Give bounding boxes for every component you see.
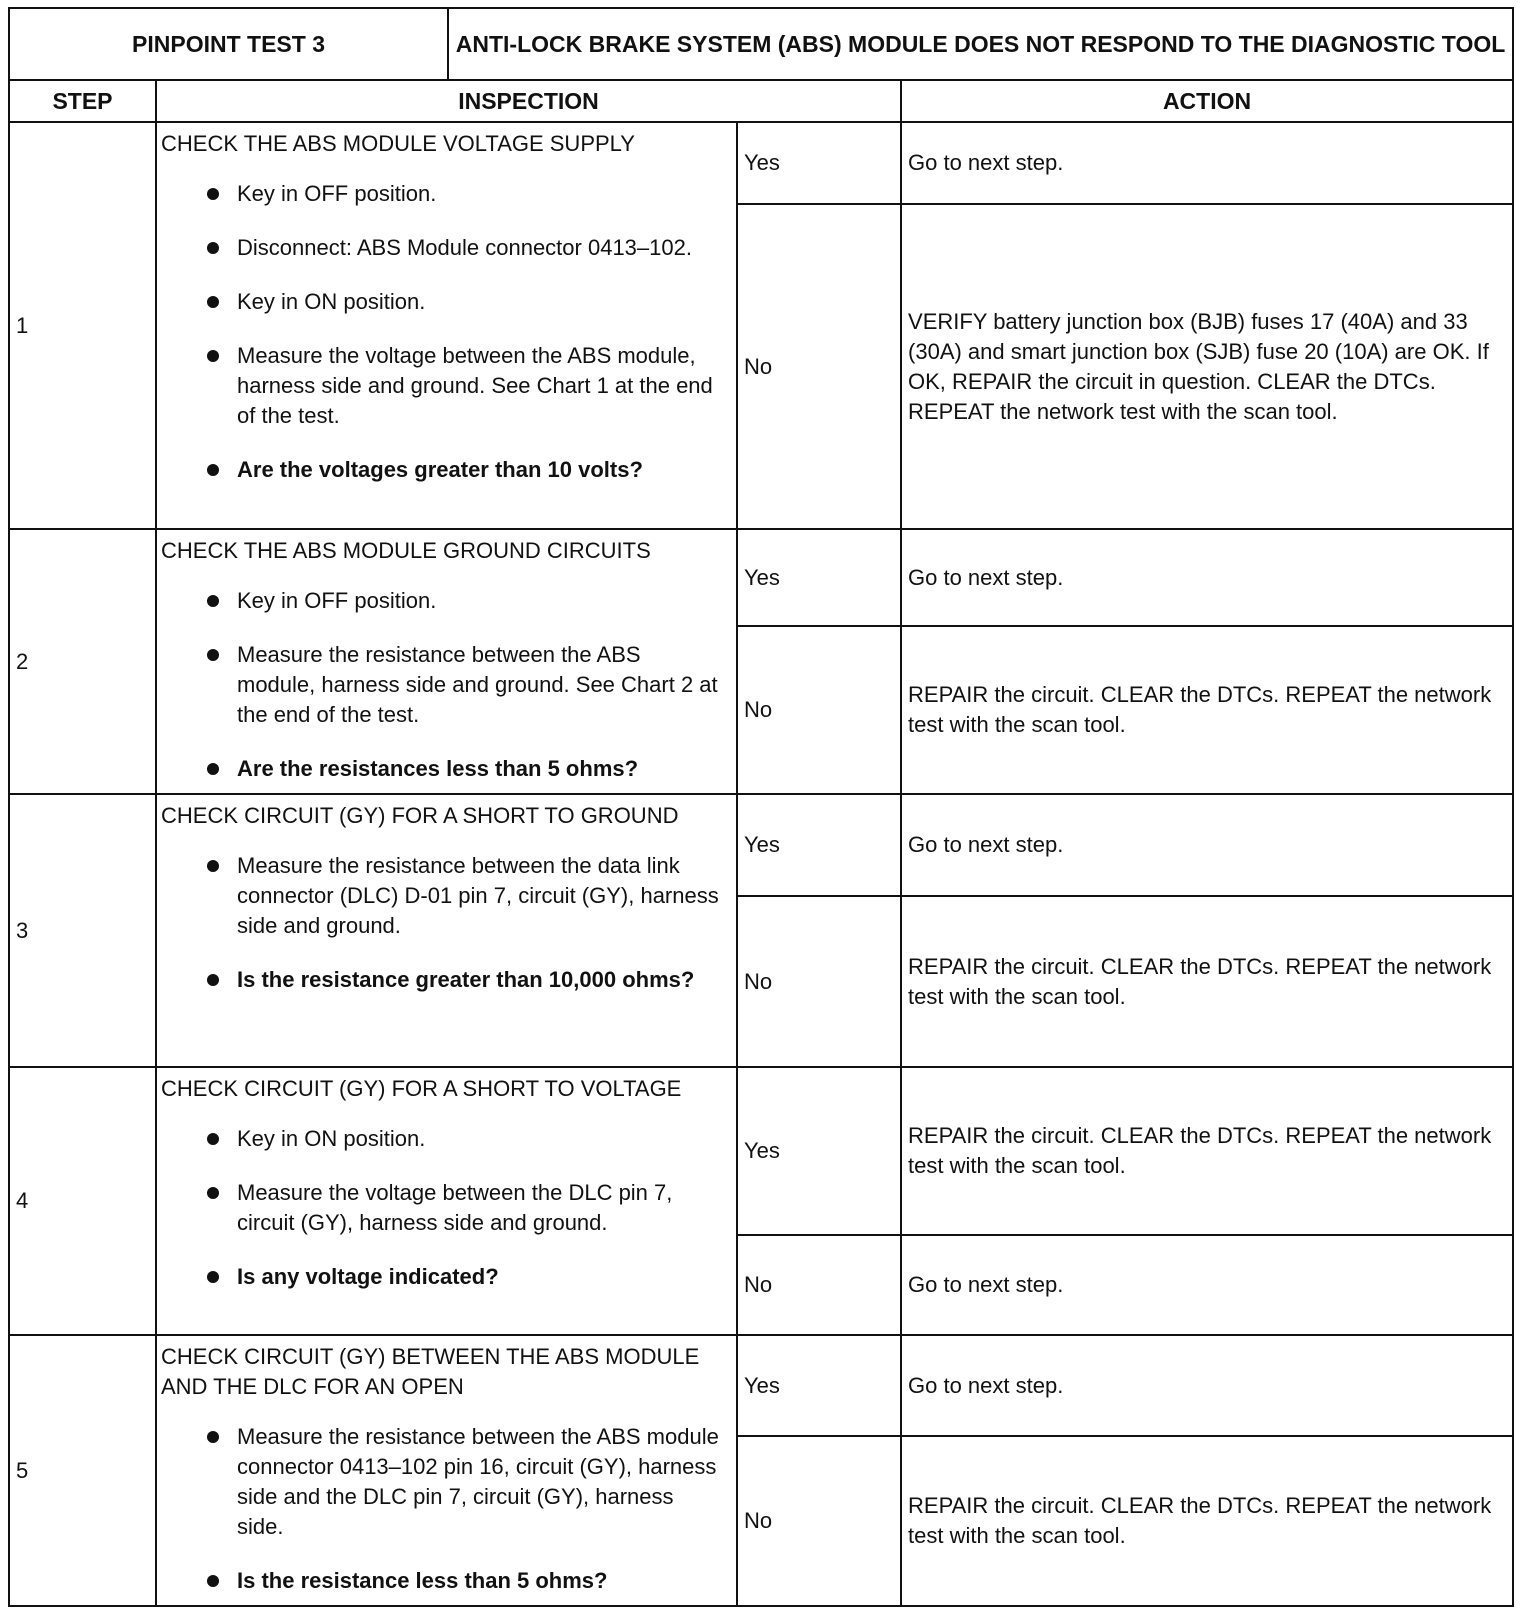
bullet-icon (207, 350, 219, 362)
step-1-yes-label: Yes (737, 122, 901, 204)
pinpoint-test-sheet (8, 7, 1512, 1607)
list-item: Key in ON position. (161, 1124, 722, 1154)
step-3-yes-row (9, 794, 1513, 896)
step-4-no-label: No (737, 1235, 901, 1335)
step-2-bullet-list (161, 586, 722, 784)
list-item: Key in ON position. (161, 287, 722, 317)
step-3-no-label: No (737, 896, 901, 1067)
step-2-yes-label: Yes (737, 529, 901, 626)
test-title: ANTI-LOCK BRAKE SYSTEM (ABS) MODULE DOES NOT RESPOND TO THE DIAGNOSTIC TOOL (448, 8, 1513, 80)
step-2-heading: CHECK THE ABS MODULE GROUND CIRCUITS (161, 538, 651, 563)
step-5-yes-label: Yes (737, 1335, 901, 1436)
step-1-heading: CHECK THE ABS MODULE VOLTAGE SUPPLY (161, 131, 635, 156)
step-3-yes-label: Yes (737, 794, 901, 896)
list-item: Measure the voltage between the ABS module, harness side and ground. See Chart 1 at the end of the test. (161, 341, 722, 431)
test-label: PINPOINT TEST 3 (9, 8, 448, 80)
step-2-no-label: No (737, 626, 901, 794)
step-2-yes-action: Go to next step. (901, 529, 1513, 626)
step-4-yes-action: REPAIR the circuit. CLEAR the DTCs. REPEAT the network test with the scan tool. (901, 1067, 1513, 1235)
list-item: Measure the resistance between the ABS module connector 0413–102 pin 16, circuit (GY), harness side and the DLC pin 7, circuit (GY), harness side. (161, 1422, 722, 1542)
step-1-yes-row (9, 122, 1513, 204)
step-2-no-action: REPAIR the circuit. CLEAR the DTCs. REPEAT the network test with the scan tool. (901, 626, 1513, 794)
step-3-no-action: REPAIR the circuit. CLEAR the DTCs. REPEAT the network test with the scan tool. (901, 896, 1513, 1067)
step-5-heading: CHECK CIRCUIT (GY) BETWEEN THE ABS MODULE AND THE DLC FOR AN OPEN (161, 1344, 700, 1399)
step-1-number: 1 (9, 122, 156, 529)
step-4-yes-row (9, 1067, 1513, 1235)
step-5-no-label: No (737, 1436, 901, 1606)
bullet-icon (207, 296, 219, 308)
pinpoint-test-table (8, 7, 1514, 1607)
title-row (9, 8, 1513, 80)
bullet-icon (207, 464, 219, 476)
bullet-icon (207, 1187, 219, 1199)
step-5-bullet-list (161, 1422, 722, 1596)
step-1-bullet-list (161, 179, 722, 485)
step-3-yes-action: Go to next step. (901, 794, 1513, 896)
step-5-yes-action: Go to next step. (901, 1335, 1513, 1436)
list-item: Key in OFF position. (161, 586, 722, 616)
step-2-yes-row (9, 529, 1513, 626)
step-2-inspection (156, 529, 737, 794)
step-4-no-action: Go to next step. (901, 1235, 1513, 1335)
step-2-number: 2 (9, 529, 156, 794)
step-4-heading: CHECK CIRCUIT (GY) FOR A SHORT TO VOLTAGE (161, 1076, 682, 1101)
list-item: Measure the resistance between the ABS module, harness side and ground. See Chart 2 at the end of the test. (161, 640, 722, 730)
step-3-heading: CHECK CIRCUIT (GY) FOR A SHORT TO GROUND (161, 803, 679, 828)
step-4-question: Is any voltage indicated? (161, 1262, 722, 1292)
list-item: Measure the voltage between the DLC pin 7, circuit (GY), harness side and ground. (161, 1178, 722, 1238)
step-5-inspection (156, 1335, 737, 1606)
step-5-yes-row (9, 1335, 1513, 1436)
bullet-icon (207, 1271, 219, 1283)
bullet-icon (207, 860, 219, 872)
column-header-inspection: INSPECTION (156, 80, 901, 122)
list-item: Key in OFF position. (161, 179, 722, 209)
bullet-icon (207, 1575, 219, 1587)
bullet-icon (207, 595, 219, 607)
bullet-icon (207, 649, 219, 661)
step-1-no-label: No (737, 204, 901, 529)
step-1-no-action: VERIFY battery junction box (BJB) fuses 17 (40A) and 33 (30A) and smart junction box (SJB) fuse 20 (10A) are OK. If OK, REPAIR the circuit in question. CLEAR the DTCs. REPEAT the network test with the scan tool. (901, 204, 1513, 529)
step-1-yes-action: Go to next step. (901, 122, 1513, 204)
step-4-number: 4 (9, 1067, 156, 1335)
step-3-question: Is the resistance greater than 10,000 ohms? (161, 965, 722, 995)
column-header-row (9, 80, 1513, 122)
step-4-bullet-list (161, 1124, 722, 1292)
step-5-number: 5 (9, 1335, 156, 1606)
step-3-number: 3 (9, 794, 156, 1067)
bullet-icon (207, 763, 219, 775)
step-3-inspection (156, 794, 737, 1067)
step-1-question: Are the voltages greater than 10 volts? (161, 455, 722, 485)
bullet-icon (207, 242, 219, 254)
list-item: Disconnect: ABS Module connector 0413–102. (161, 233, 722, 263)
column-header-action: ACTION (901, 80, 1513, 122)
step-4-inspection (156, 1067, 737, 1335)
list-item: Measure the resistance between the data link connector (DLC) D-01 pin 7, circuit (GY), harness side and ground. (161, 851, 722, 941)
bullet-icon (207, 974, 219, 986)
bullet-icon (207, 1431, 219, 1443)
bullet-icon (207, 1133, 219, 1145)
bullet-icon (207, 188, 219, 200)
step-4-yes-label: Yes (737, 1067, 901, 1235)
step-5-question: Is the resistance less than 5 ohms? (161, 1566, 722, 1596)
step-5-no-action: REPAIR the circuit. CLEAR the DTCs. REPEAT the network test with the scan tool. (901, 1436, 1513, 1606)
step-2-question: Are the resistances less than 5 ohms? (161, 754, 722, 784)
column-header-step: STEP (9, 80, 156, 122)
step-1-inspection (156, 122, 737, 529)
step-3-bullet-list (161, 851, 722, 995)
